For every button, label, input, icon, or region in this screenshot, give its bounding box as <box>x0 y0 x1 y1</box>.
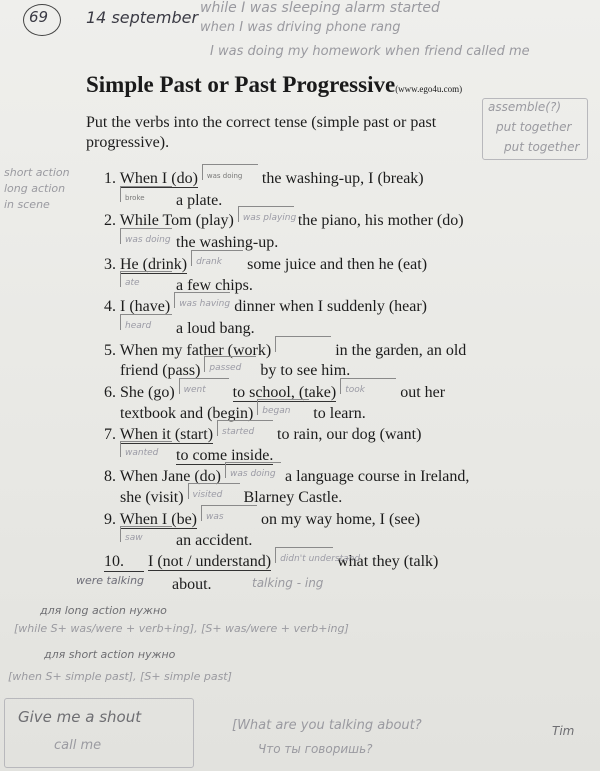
answer-blank[interactable]: drank <box>191 250 243 266</box>
exercise-number: 8. <box>104 468 116 485</box>
answer-blank[interactable]: saw <box>120 526 172 542</box>
bottom-note-give-shout: Give me a shout <box>18 708 142 726</box>
exercise-5-line-1 <box>104 342 466 360</box>
answer-blank[interactable]: started <box>217 420 273 436</box>
exercise-prompt: the washing-up. <box>176 234 279 251</box>
bottom-note-what-talking: [What are you talking about? <box>232 718 422 733</box>
exercise-prompt: a few chips. <box>176 277 253 294</box>
exercise-prompt: by to see him. <box>260 362 351 379</box>
answer-blank[interactable]: heard <box>120 314 172 330</box>
answer-blank[interactable]: was playing <box>238 206 294 222</box>
answer-blank[interactable]: ate <box>120 271 172 287</box>
answer-blank[interactable]: passed <box>204 356 256 372</box>
exercise-prompt: to rain, our dog (want) <box>277 426 422 443</box>
instructions: Put the verbs into the correct tense (simple past or past progressive). <box>86 114 437 151</box>
exercise-number: 10. <box>104 553 144 572</box>
exercise-prompt: dinner when I suddenly (hear) <box>234 298 428 315</box>
exercise-number: 2. <box>104 212 116 229</box>
exercise-prompt: textbook and (begin) <box>120 405 254 422</box>
exercise-prompt: While Tom (play) <box>119 212 234 229</box>
exercise-prompt: in the garden, an old <box>335 342 467 359</box>
exercise-prompt: on my way home, I (see) <box>261 511 421 528</box>
margin-note-initials: Tim <box>552 724 575 738</box>
exercise-prompt: out her <box>400 384 446 401</box>
bottom-note-russian: Что ты говоришь? <box>258 742 373 756</box>
exercise-prompt: When it (start) <box>119 426 214 443</box>
handwritten-date: 14 september <box>86 8 199 27</box>
title-url: (www.ego4u.com) <box>395 84 463 94</box>
bottom-note-call-me: call me <box>54 738 102 753</box>
answer-blank[interactable]: was doing <box>120 228 172 244</box>
title-text: Simple Past or Past Progressive <box>86 72 396 97</box>
bottom-note-while-rule: [while S+ was/were + verb+ing], [S+ was/were + verb+ing] <box>14 622 349 635</box>
answer-blank[interactable]: went <box>179 378 229 394</box>
exercise-prompt: to school, (take) <box>232 384 337 401</box>
exercise-1-line-2 <box>120 192 222 210</box>
exercise-prompt: about. <box>172 576 212 593</box>
exercise-8-line-1 <box>104 468 469 486</box>
exercise-prompt: Blarney Castle. <box>243 489 343 506</box>
answer-blank[interactable]: didn't understand <box>275 547 333 563</box>
answer-blank[interactable]: visited <box>188 483 240 499</box>
exercise-10-line-2 <box>72 576 212 594</box>
exercise-prompt: she (visit) <box>120 489 184 506</box>
margin-note-left-1: short action <box>4 166 70 179</box>
exercise-prompt: friend (pass) <box>120 362 201 379</box>
exercise-prompt: an accident. <box>176 532 253 549</box>
exercise-prompt: When my father (work) <box>119 342 272 359</box>
exercise-number: 4. <box>104 298 116 315</box>
exercise-prompt: I (have) <box>120 298 171 315</box>
exercise-prompt: She (go) <box>120 384 175 401</box>
bottom-note-talking: talking - ing <box>252 576 324 590</box>
answer-blank[interactable]: was having <box>174 292 230 308</box>
margin-note-left-2: long action <box>4 182 66 195</box>
exercise-number: 5. <box>104 342 116 359</box>
margin-note-left-3: in scene <box>4 198 50 211</box>
exercise-number: 9. <box>104 511 116 528</box>
exercise-prompt: I (not / understand) <box>148 553 272 570</box>
exercise-number: 7. <box>104 426 116 443</box>
exercise-prompt: to learn. <box>313 405 366 422</box>
margin-note-right-2: put together <box>496 120 572 134</box>
answer-blank[interactable] <box>275 336 331 352</box>
exercise-prompt: some juice and then he (eat) <box>247 256 428 273</box>
exercise-prompt: He (drink) <box>120 256 188 273</box>
bottom-note-when-rule: [when S+ simple past], [S+ simple past] <box>8 670 232 683</box>
exercise-prompt: a plate. <box>176 192 223 209</box>
margin-note-right-3: put together <box>504 140 580 154</box>
answer-blank[interactable]: began <box>257 399 309 415</box>
exercise-4-line-2 <box>120 320 255 338</box>
circled-page-number: 69 <box>29 8 49 26</box>
exercise-prompt: When I (do) <box>119 170 198 187</box>
exercise-number: 6. <box>104 384 116 401</box>
answer-blank[interactable]: wanted <box>120 441 172 457</box>
answer-blank[interactable]: was <box>201 505 257 521</box>
exercise-prompt: When Jane (do) <box>119 468 222 485</box>
exercise-prompt: to come inside. <box>176 447 274 464</box>
bottom-note-short-action: для short action нужно <box>44 648 176 661</box>
exercise-prompt: what they (talk) <box>337 553 439 570</box>
top-note-3: I was doing my homework when friend called me <box>210 44 530 59</box>
top-note-1: while I was sleeping alarm started <box>200 0 440 16</box>
answer-blank[interactable]: took <box>340 378 396 394</box>
exercise-5-line-2 <box>120 362 350 380</box>
exercise-number: 1. <box>104 170 116 187</box>
page-title <box>86 72 462 98</box>
answer-blank[interactable]: were talking <box>76 574 145 587</box>
exercise-prompt: the piano, his mother (do) <box>297 212 464 229</box>
top-note-2: when I was driving phone rang <box>200 20 401 35</box>
bottom-note-long-action: для long action нужно <box>40 604 167 617</box>
exercise-prompt: a loud bang. <box>176 320 255 337</box>
exercise-9-line-2 <box>120 532 252 550</box>
exercise-prompt: the washing-up, I (break) <box>261 170 424 187</box>
answer-blank[interactable]: was doing <box>225 462 281 478</box>
answer-blank[interactable]: was doing <box>202 164 258 180</box>
exercise-prompt: When I (be) <box>119 511 198 528</box>
margin-note-right-1: assemble(?) <box>488 100 561 114</box>
exercise-prompt: a language course in Ireland, <box>285 468 470 485</box>
exercise-number: 3. <box>104 256 116 273</box>
answer-blank[interactable]: broke <box>120 186 172 202</box>
